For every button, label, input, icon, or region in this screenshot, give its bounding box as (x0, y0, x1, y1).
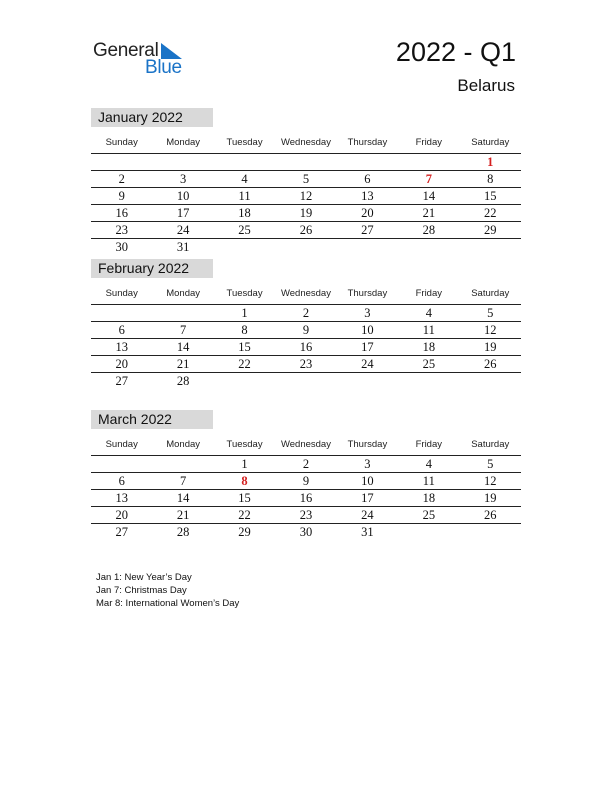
week-row (91, 507, 521, 524)
day-cell: 9 (302, 474, 310, 488)
day-cell: 2 (118, 172, 125, 186)
day-cell: 2 (302, 457, 310, 471)
day-cell: 21 (422, 206, 436, 220)
weekday-header: Saturday (471, 137, 510, 148)
weekday-header: Monday (166, 288, 201, 299)
day-cell: 16 (115, 206, 128, 220)
weekday-header-row (91, 283, 521, 305)
day-cell: 27 (361, 223, 374, 237)
week-row (91, 373, 521, 389)
day-cell: 17 (361, 491, 374, 505)
day-cell (398, 239, 459, 255)
logo-text-general: General (93, 40, 159, 61)
week-row (91, 339, 521, 356)
weekday-header: Tuesday (226, 439, 263, 450)
day-cell: 28 (176, 374, 190, 388)
holiday-note: Jan 1: New Year’s Day (96, 572, 192, 583)
day-cell: 15 (483, 189, 497, 203)
day-cell: 5 (487, 306, 494, 320)
day-cell: 9 (118, 189, 125, 203)
day-cell (214, 239, 275, 255)
day-cell: 2 (302, 306, 310, 320)
weekday-header: Wednesday (280, 288, 331, 299)
week-row (91, 154, 521, 171)
day-cell: 5 (487, 457, 494, 471)
logo-text-blue: Blue (145, 57, 182, 78)
weekday-header: Thursday (347, 137, 388, 148)
day-cell: 20 (115, 508, 128, 522)
day-cell: 9 (302, 323, 310, 337)
month-march (91, 410, 521, 540)
day-cell: 30 (115, 240, 128, 254)
weekday-header: Monday (166, 439, 201, 450)
day-cell: 27 (115, 525, 128, 539)
day-cell: 21 (176, 357, 190, 371)
weekday-header: Friday (415, 137, 443, 148)
day-cell (275, 373, 336, 389)
day-cell: 7 (180, 474, 187, 488)
day-cell: 31 (176, 240, 190, 254)
day-cell: 25 (422, 357, 436, 371)
day-cell: 20 (361, 206, 374, 220)
day-cell: 12 (299, 189, 313, 203)
weekday-header: Monday (166, 137, 201, 148)
day-cell: 4 (425, 306, 432, 320)
day-cell (152, 154, 213, 170)
day-cell: 8 (241, 474, 248, 488)
day-cell: 24 (176, 223, 190, 237)
day-cell: 16 (299, 491, 313, 505)
day-cell: 1 (241, 306, 248, 320)
month-label: March 2022 (91, 410, 213, 429)
day-cell: 12 (483, 323, 497, 337)
country-name: Belarus (457, 76, 515, 95)
day-cell: 13 (361, 189, 374, 203)
day-cell: 27 (115, 374, 128, 388)
week-row (91, 473, 521, 490)
day-cell (337, 373, 398, 389)
day-cell: 16 (299, 340, 313, 354)
week-row (91, 305, 521, 322)
weekday-header: Friday (415, 439, 443, 450)
day-cell: 10 (176, 189, 190, 203)
week-row (91, 356, 521, 373)
day-cell (91, 456, 152, 472)
day-cell: 15 (238, 491, 251, 505)
day-cell: 15 (238, 340, 251, 354)
day-cell: 21 (176, 508, 190, 522)
day-cell: 18 (238, 206, 251, 220)
day-cell: 12 (483, 474, 497, 488)
weekday-header: Thursday (347, 288, 388, 299)
day-cell (460, 524, 521, 540)
week-row (91, 456, 521, 473)
weekday-header: Friday (415, 288, 443, 299)
month-february (91, 259, 521, 389)
day-cell: 26 (299, 223, 313, 237)
day-cell: 6 (118, 323, 125, 337)
day-cell: 22 (483, 206, 497, 220)
day-cell: 19 (483, 491, 497, 505)
day-cell: 6 (118, 474, 125, 488)
day-cell (398, 154, 459, 170)
day-cell: 24 (361, 357, 374, 371)
day-cell (398, 373, 459, 389)
month-label: January 2022 (91, 108, 213, 127)
day-cell: 23 (115, 223, 128, 237)
day-cell: 29 (483, 223, 497, 237)
day-cell: 1 (487, 155, 494, 169)
week-row (91, 171, 521, 188)
day-cell: 26 (483, 508, 497, 522)
page-title: 2022 - Q1 (395, 37, 516, 67)
day-cell: 1 (241, 457, 248, 471)
day-cell: 22 (238, 357, 251, 371)
weekday-header-row (91, 434, 521, 456)
day-cell: 18 (422, 340, 436, 354)
day-cell: 14 (176, 491, 190, 505)
day-cell: 14 (176, 340, 190, 354)
day-cell: 3 (364, 457, 371, 471)
day-cell (152, 456, 213, 472)
weekday-header: Saturday (471, 288, 510, 299)
day-cell: 14 (422, 189, 436, 203)
week-row (91, 322, 521, 339)
day-cell: 11 (422, 323, 435, 337)
weekday-header: Wednesday (280, 439, 331, 450)
weekday-header: Sunday (105, 137, 138, 148)
day-cell: 3 (180, 172, 187, 186)
day-cell: 7 (425, 172, 432, 186)
day-cell: 4 (425, 457, 432, 471)
day-cell (337, 239, 398, 255)
holiday-note: Mar 8: International Women’s Day (96, 598, 240, 609)
generalblue-logo (93, 40, 193, 80)
day-cell: 13 (115, 340, 128, 354)
day-cell (398, 524, 459, 540)
day-cell: 28 (176, 525, 190, 539)
day-cell: 5 (302, 172, 310, 186)
day-cell: 19 (299, 206, 313, 220)
day-cell: 3 (364, 306, 371, 320)
day-cell: 11 (238, 189, 251, 203)
day-cell (337, 154, 398, 170)
day-cell: 18 (422, 491, 436, 505)
weekday-header: Tuesday (226, 137, 263, 148)
day-cell: 11 (422, 474, 435, 488)
day-cell (214, 373, 275, 389)
day-cell: 4 (241, 172, 248, 186)
day-cell: 20 (115, 357, 128, 371)
day-cell: 26 (483, 357, 497, 371)
day-cell (91, 305, 152, 321)
day-cell: 17 (176, 206, 190, 220)
week-row (91, 188, 521, 205)
day-cell: 6 (364, 172, 371, 186)
day-cell (460, 239, 521, 255)
day-cell: 10 (361, 474, 374, 488)
day-cell (91, 154, 152, 170)
day-cell: 22 (238, 508, 251, 522)
holiday-notes (96, 571, 239, 610)
day-cell (275, 154, 336, 170)
month-label: February 2022 (91, 259, 213, 278)
week-row (91, 524, 521, 540)
day-cell: 23 (299, 508, 313, 522)
day-cell: 30 (299, 525, 313, 539)
month-january (91, 108, 521, 255)
day-cell: 8 (487, 172, 494, 186)
day-cell: 17 (361, 340, 374, 354)
weekday-header: Saturday (471, 439, 510, 450)
day-cell: 10 (361, 323, 374, 337)
day-cell: 13 (115, 491, 128, 505)
week-row (91, 490, 521, 507)
day-cell: 19 (483, 340, 497, 354)
day-cell: 25 (238, 223, 251, 237)
weekday-header-row (91, 132, 521, 154)
holiday-note: Jan 7: Christmas Day (96, 585, 187, 596)
day-cell: 8 (241, 323, 248, 337)
weekday-header: Sunday (105, 439, 138, 450)
day-cell (152, 305, 213, 321)
weekday-header: Thursday (347, 439, 388, 450)
day-cell (214, 154, 275, 170)
weekday-header: Sunday (105, 288, 138, 299)
day-cell: 25 (422, 508, 436, 522)
weekday-header: Wednesday (280, 137, 331, 148)
day-cell: 24 (361, 508, 374, 522)
day-cell (460, 373, 521, 389)
day-cell: 7 (180, 323, 187, 337)
week-row (91, 205, 521, 222)
weekday-header: Tuesday (226, 288, 263, 299)
week-row (91, 222, 521, 239)
day-cell: 28 (422, 223, 436, 237)
day-cell (275, 239, 336, 255)
day-cell: 23 (299, 357, 313, 371)
day-cell: 29 (238, 525, 251, 539)
day-cell: 31 (361, 525, 374, 539)
week-row (91, 239, 521, 255)
